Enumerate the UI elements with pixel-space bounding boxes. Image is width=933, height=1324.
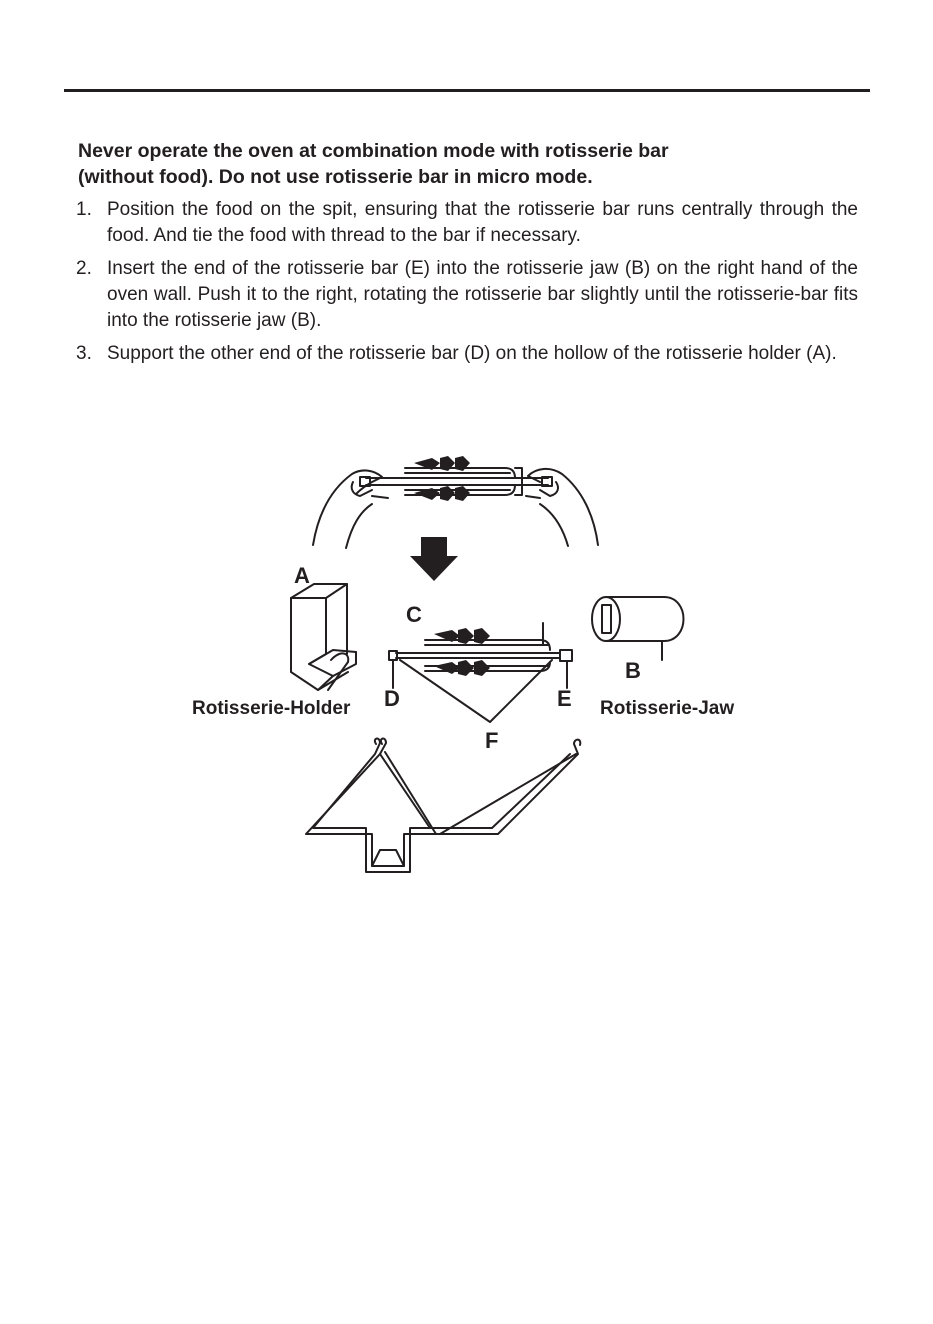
hands-holding-spit-icon	[313, 468, 598, 548]
step-text: Support the other end of the rotisserie bar (D) on the hollow of the rotisserie holder (A).	[107, 343, 837, 364]
label-f: F	[485, 728, 499, 753]
down-arrow-icon	[410, 537, 458, 581]
label-rotisserie-holder: Rotisserie-Holder	[192, 698, 351, 719]
rotisserie-holder-icon	[291, 584, 356, 690]
step-text: Insert the end of the rotisserie bar (E) into the rotisserie jaw (B) on the right hand of the oven wall. Push it to the right, rotating the rotisserie bar slightly until the rotisserie-bar fits into the rotisserie jaw (B).	[107, 258, 858, 331]
warning-line-2: (without food). Do not use rotisserie bar in micro mode.	[78, 166, 593, 188]
label-a: A	[294, 563, 310, 588]
label-b: B	[625, 658, 641, 683]
rotisserie-jaw-icon	[592, 597, 684, 660]
label-d: D	[384, 686, 400, 711]
label-rotisserie-jaw: Rotisserie-Jaw	[600, 698, 735, 719]
step-number: 2.	[76, 258, 92, 279]
label-e: E	[557, 686, 572, 711]
warning-line-1: Never operate the oven at combination mode with rotisserie bar	[78, 140, 669, 162]
step-text: Position the food on the spit, ensuring that the rotisserie bar runs centrally through the food. And tie the food with thread to the bar if necessary.	[107, 199, 858, 246]
label-c: C	[406, 602, 422, 627]
wire-rack-icon	[306, 739, 580, 872]
step-number: 1.	[76, 199, 92, 220]
step-number: 3.	[76, 343, 92, 364]
